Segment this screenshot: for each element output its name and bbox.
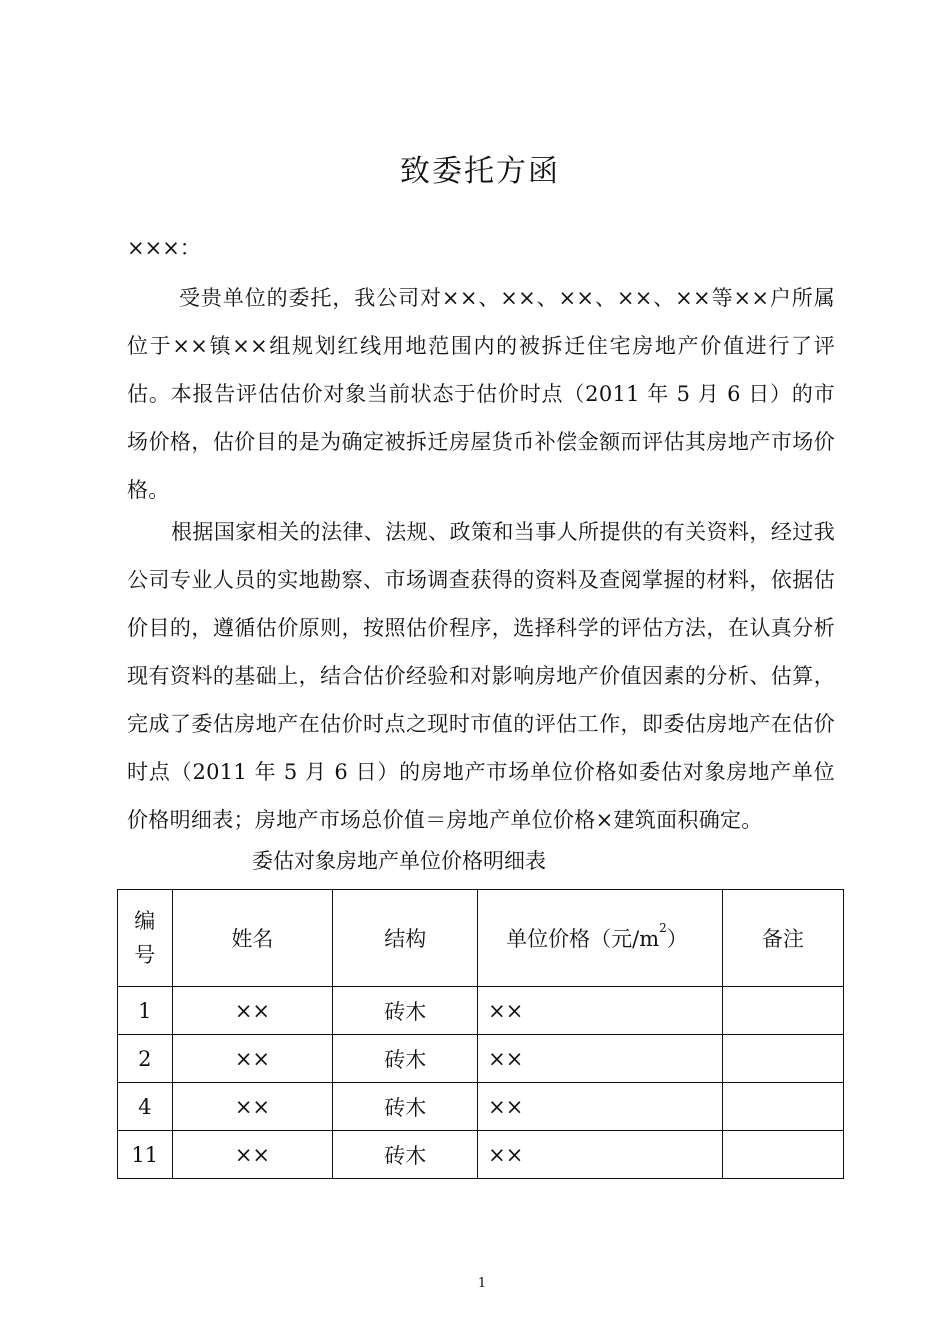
cell-note	[722, 1083, 843, 1131]
cell-structure: 砖木	[333, 1131, 478, 1179]
cell-unit-price: ××	[478, 1035, 723, 1083]
cell-name: ××	[172, 987, 333, 1035]
header-number	[118, 890, 173, 987]
header-note: 备注	[722, 890, 843, 987]
table-row	[118, 1035, 844, 1083]
cell-number: 2	[118, 1035, 173, 1083]
table-row	[118, 1131, 844, 1179]
header-number-line1: 编	[134, 909, 156, 933]
cell-structure: 砖木	[333, 1083, 478, 1131]
cell-structure: 砖木	[333, 987, 478, 1035]
cell-name: ××	[172, 1083, 333, 1131]
salutation: ×××：	[127, 236, 201, 260]
table-row	[118, 987, 844, 1035]
cell-note	[722, 1035, 843, 1083]
header-unit-price-superscript: 2	[659, 921, 667, 935]
header-unit-price-prefix: 单位价格（元/m	[506, 927, 660, 951]
cell-unit-price: ××	[478, 1131, 723, 1179]
cell-note	[722, 1131, 843, 1179]
page-number: 1	[477, 1276, 487, 1291]
header-structure: 结构	[333, 890, 478, 987]
cell-name: ××	[172, 1131, 333, 1179]
cell-note	[722, 987, 843, 1035]
cell-unit-price: ××	[478, 1083, 723, 1131]
header-name: 姓名	[172, 890, 333, 987]
header-number-line2: 号	[134, 943, 156, 967]
cell-unit-price: ××	[478, 987, 723, 1035]
document-title: 致委托方函	[400, 154, 560, 189]
table-title: 委估对象房地产单位价格明细表	[252, 849, 546, 873]
paragraph-commission: 受贵单位的委托，我公司对××、××、××、××、××等××户所属位于××镇××组规划红线用地范围内的被拆迁住宅房地产价值进行了评估。本报告评估估价对象当前状态于估价时点（2011 年 5 月 6 日）的市场价格，估价目的是为确定被拆迁房屋货币补偿金额而评估其房地产市场价格。	[127, 286, 835, 502]
table-header-row	[118, 890, 844, 987]
cell-number: 1	[118, 987, 173, 1035]
table-row	[118, 1083, 844, 1131]
cell-number: 4	[118, 1083, 173, 1131]
price-detail-table	[117, 889, 844, 1179]
header-unit-price-suffix: ）	[666, 927, 688, 951]
cell-number: 11	[118, 1131, 173, 1179]
cell-structure: 砖木	[333, 1035, 478, 1083]
cell-name: ××	[172, 1035, 333, 1083]
paragraph-basis: 根据国家相关的法律、法规、政策和当事人所提供的有关资料，经过我公司专业人员的实地勘察、市场调查获得的资料及查阅掌握的材料，依据估价目的，遵循估价原则，按照估价程序，选择科学的评估方法，在认真分析现有资料的基础上，结合估价经验和对影响房地产价值因素的分析、估算，完成了委估房地产在估价时点之现时市值的评估工作，即委估房地产在估价时点（2011 年 5 月 6 日）的房地产市场单位价格如委估对象房地产单位价格明细表；房地产市场总价值＝房地产单位价格×建筑面积确定。	[127, 520, 835, 832]
header-unit-price	[478, 890, 723, 987]
